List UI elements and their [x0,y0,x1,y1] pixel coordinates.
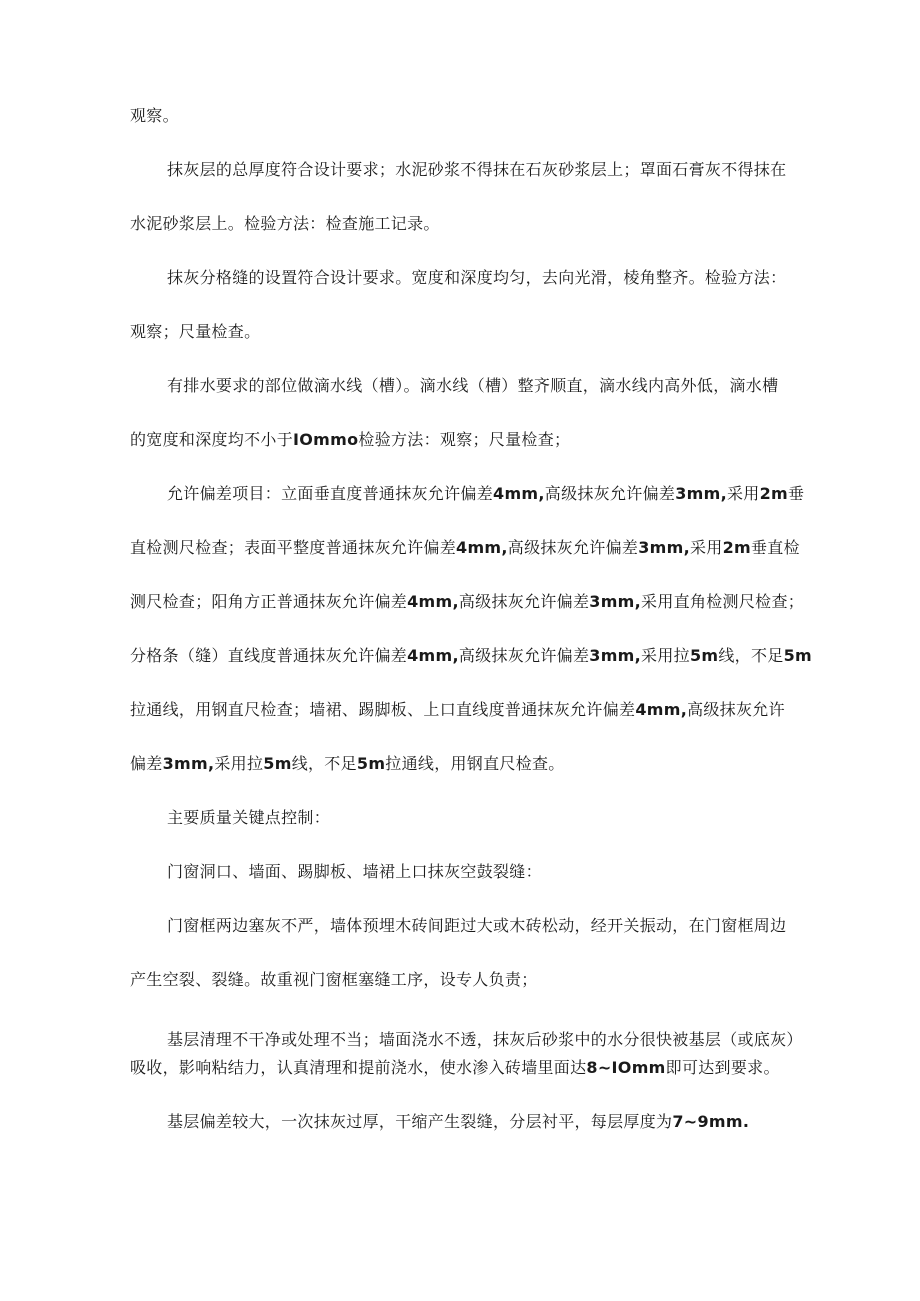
text-line: 分格条（缝）直线度普通抹灰允许偏差4mm,高级抹灰允许偏差3mm,采用拉5m线，不足5m [130,646,812,665]
paragraph-line: 基层偏差较大，一次抹灰过厚，干缩产生裂缝，分层衬平，每层厚度为7~9mm. [167,1112,750,1131]
text-line: 拉通线，用钢直尺检查；墙裙、踢脚板、上口直线度普通抹灰允许偏差4mm,高级抹灰允许 [130,700,785,719]
text-line: 水泥砂浆层上。检验方法：检查施工记录。 [130,214,440,233]
paragraph-line: 抹灰层的总厚度符合设计要求；水泥砂浆不得抹在石灰砂浆层上；罩面石膏灰不得抹在 [167,160,787,179]
paragraph-line: 抹灰分格缝的设置符合设计要求。宽度和深度均匀，去向光滑，棱角整齐。检验方法： [167,268,787,287]
text-line: 观察。 [130,106,179,125]
paragraph-line: 允许偏差项目：立面垂直度普通抹灰允许偏差4mm,高级抹灰允许偏差3mm,采用2m垂 [167,484,805,503]
text-line: 吸收，影响粘结力，认真清理和提前浇水，使水渗入砖墙里面达8~IOmm即可达到要求。 [130,1058,780,1077]
text-line: 偏差3mm,采用拉5m线，不足5m拉通线，用钢直尺检查。 [130,754,565,773]
paragraph-line: 门窗框两边塞灰不严，墙体预埋木砖间距过大或木砖松动，经开关振动，在门窗框周边 [167,916,787,935]
paragraph-line: 基层清理不干净或处理不当；墙面浇水不透，抹灰后砂浆中的水分很快被基层（或底灰） [167,1030,803,1049]
section-heading: 主要质量关键点控制： [167,808,331,827]
text-line: 观察；尺量检查。 [130,322,261,341]
text-line: 测尺检查；阳角方正普通抹灰允许偏差4mm,高级抹灰允许偏差3mm,采用直角检测尺检查； [130,592,805,611]
text-line: 产生空裂、裂缝。故重视门窗框塞缝工序，设专人负责； [130,970,538,989]
text-line: 直检测尺检查；表面平整度普通抹灰允许偏差4mm,高级抹灰允许偏差3mm,采用2m垂直检 [130,538,800,557]
paragraph-line: 有排水要求的部位做滴水线（槽）。滴水线（槽）整齐顺直，滴水线内高外低，滴水槽 [167,376,779,395]
paragraph-line: 门窗洞口、墙面、踢脚板、墙裙上口抹灰空鼓裂缝： [167,862,542,881]
text-line: 的宽度和深度均不小于IOmmo检验方法：观察；尺量检查； [130,430,571,449]
